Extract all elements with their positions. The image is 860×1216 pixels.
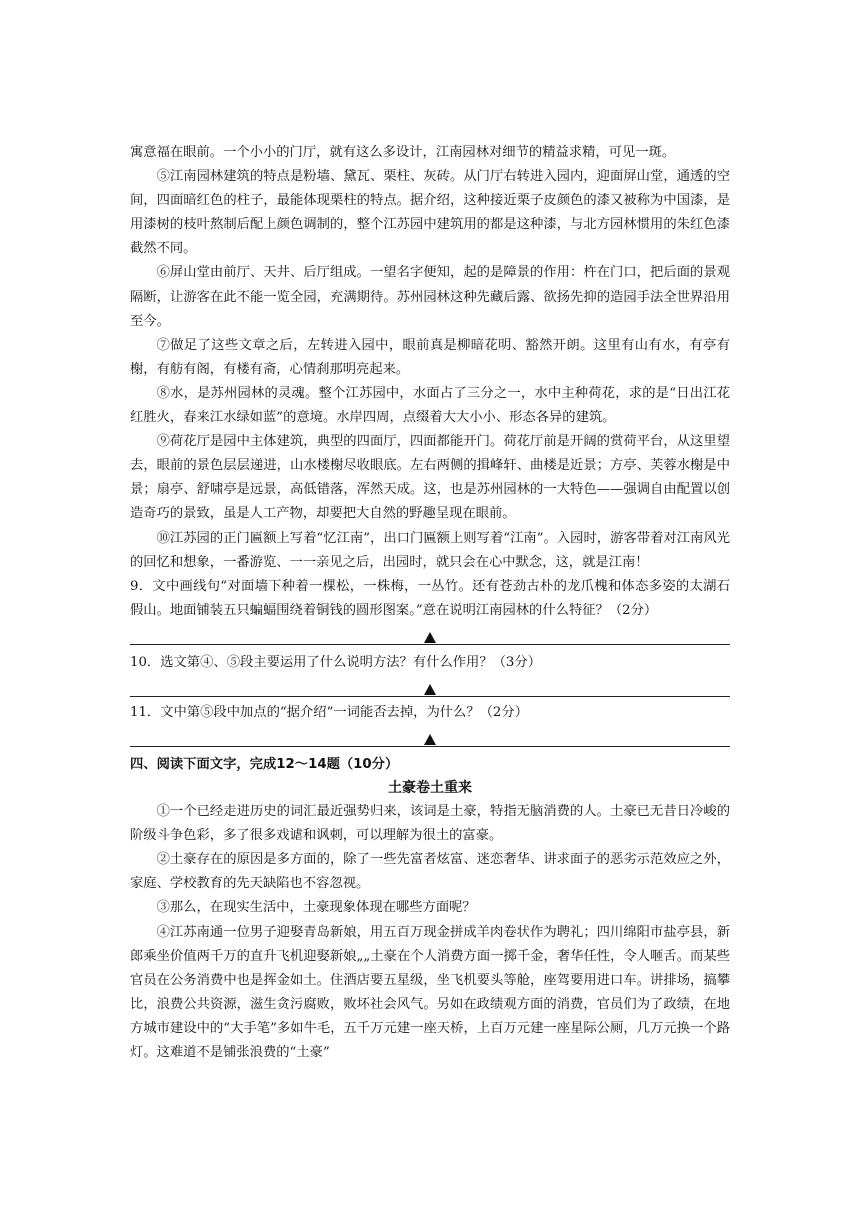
article-paragraph-3: ③那么，在现实生活中，土豪现象体现在哪些方面呢？: [156, 900, 476, 916]
article-paragraph-1: ①一个已经走进历史的词汇最近强势归来，该词是土豪，特指无脑消费的人。土豪已无昔日冷峻的阶级斗争色彩，多了很多戏谑和讽刺，可以理解为很土的富豪。: [130, 804, 730, 844]
paragraph-8: ⑧水，是苏州园林的灵魂。整个江苏园中，水面占了三分之一，水中主种荷花，求的是“日出江花红胜火，春来江水绿如蓝”的意境。水岸四周，点缀着大大小小、形态各异的建筑。: [130, 385, 730, 426]
article-paragraph-4: ④江苏南通一位男子迎娶青岛新娘，用五百万现金拼成羊肉卷状作为聘礼；四川绵阳市盐亭县，新郎乘坐价值两千万的直升飞机迎娶新娘„„土豪在个人消费方面一掷千金，奢华任性，令人咂舌。而某些官员在公务消费中也是挥金如土。住酒店要五星级，坐飞机要头等舱，座驾要用进口车。讲排场，搞攀比，浪费公共资源，滋生贪污腐败，败坏社会风气。另如在政绩观方面的消费，官员们为了政绩，在地方城市建设中的“大手笔”多如牛毛，五千万元建一座天桥，上百万元建一座星际公厕，几万元换一个路灯。这难道不是铺张浪费的“土豪”: [130, 924, 730, 1060]
answer-line-10[interactable]: [130, 675, 730, 697]
answer-line-9[interactable]: [130, 623, 730, 645]
exam-page: [130, 141, 730, 1065]
answer-triangle-icon: [424, 632, 436, 643]
question-9: 9．文中画线句“对面墙下种着一棵松，一株梅，一丛竹。还有苍劲古朴的龙爪槐和体态多姿的太湖石假山。地面铺装五只蝙蝠围绕着铜钱的圆形图案。”意在说明江南园林的什么特征？（2分）: [130, 578, 730, 618]
paragraph-10: ⑩江苏园的正门匾额上写着“忆江南”，出口门匾额上则写着“江南”。入园时，游客带着对江南风光的回忆和想象，一番游览、一一亲见之后，出园时，就只会在心中默念，这，就是江南！: [130, 530, 730, 570]
article-title: 土豪卷土重来: [388, 780, 472, 797]
paragraph-7: ⑦做足了这些文章之后，左转进入园中，眼前真是柳暗花明、豁然开朗。这里有山有水，有亭有榭，有舫有阁，有楼有斋，心情刹那明亮起来。: [130, 337, 730, 377]
paragraph-9: ⑨荷花厅是园中主体建筑，典型的四面厅，四面都能开门。荷花厅前是开阔的赏荷平台，从这里望去，眼前的景色层层递进，山水楼榭尽收眼底。左右两侧的揖峰轩、曲楼是近景；方亭、芙蓉水榭是中景；扇亭、舒啸亭是远景，高低错落，浑然天成。这，也是苏州园林的一大特色——强调自由配置以创造奇巧的景致，虽是人工产物，却要把大自然的野趣呈现在眼前。: [130, 434, 730, 522]
question-10: 10．选文第④、⑤段主要运用了什么说明方法？有什么作用？（3分）: [130, 654, 541, 670]
article-paragraph-2: ②土豪存在的原因是多方面的，除了一些先富者炫富、迷恋奢华、讲求面子的恶劣示范效应之外，家庭、学校教育的先天缺陷也不容忽视。: [130, 852, 730, 892]
question-11: 11．文中第⑤段中加点的“据介绍”一词能否去掉，为什么？（2分）: [130, 704, 528, 720]
answer-line-11[interactable]: [130, 725, 730, 747]
paragraph-5: ⑤江南园林建筑的特点是粉墙、黛瓦、栗柱、灰砖。从门厅右转进入园内，迎面屏山堂，通透的空间，四面暗红色的柱子，最能体现栗柱的特点。据介绍，这种接近栗子皮颜色的漆又被称为中国漆，是用漆树的枝叶熬制后配上颜色调制的，整个江苏园中建筑用的都是这种漆，与北方园林惯用的朱红色漆截然不同。: [130, 169, 730, 257]
paragraph-4-end: 寓意福在眼前。一个小小的门厅，就有这么多设计，江南园林对细节的精益求精，可见一斑。: [130, 145, 676, 160]
answer-triangle-icon: [424, 734, 436, 745]
paragraph-6: ⑥屏山堂由前厅、天井、后厅组成。一望名字便知，起的是障景的作用：杵在门口，把后面的景观隔断，让游客在此不能一览全园，充满期待。苏州园林这种先藏后露、欲扬先抑的造园手法全世界沿用至今。: [130, 265, 730, 329]
section-heading: 四、阅读下面文字，完成12～14题（10分）: [130, 757, 399, 773]
answer-triangle-icon: [424, 684, 436, 695]
